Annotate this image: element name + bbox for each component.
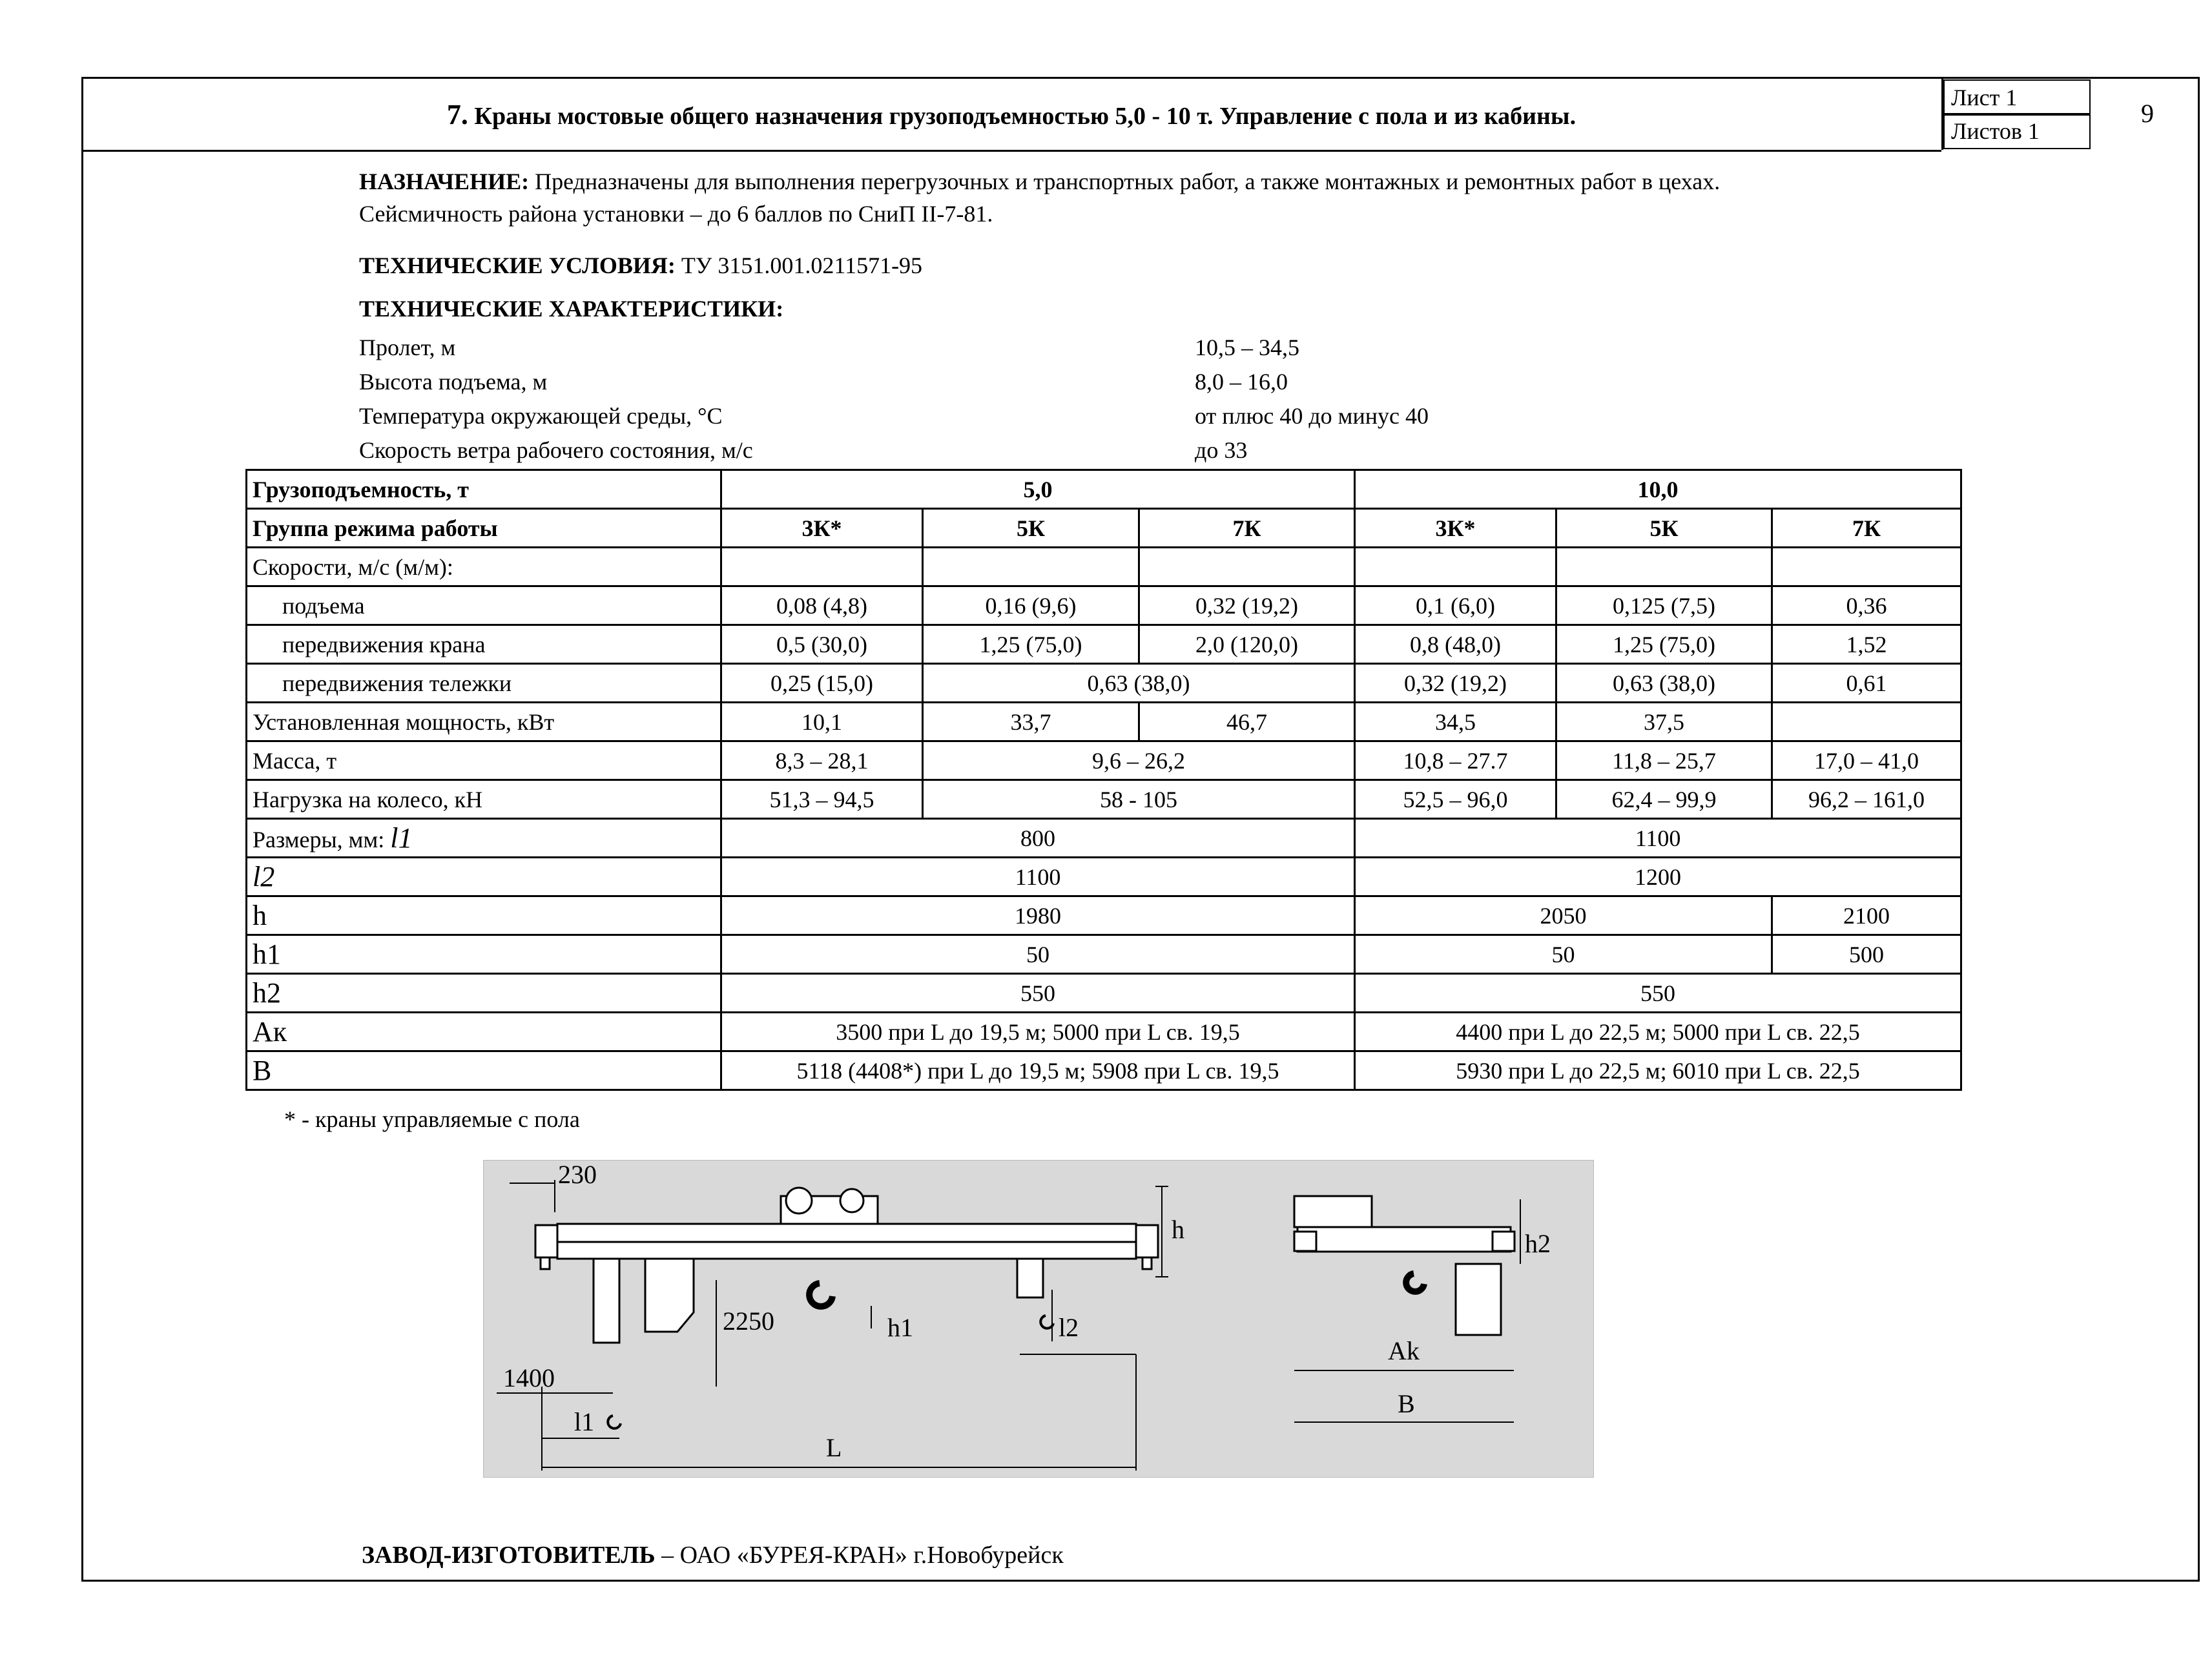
table-row xyxy=(247,625,1961,664)
dim-L: L xyxy=(826,1433,842,1462)
dims-label xyxy=(247,819,721,858)
trolley-support xyxy=(1017,1259,1043,1297)
table-cell: 7К xyxy=(1772,509,1961,548)
end-beam-right xyxy=(1136,1225,1158,1257)
table-cell: 0,125 (7,5) xyxy=(1556,586,1772,625)
table-cell: 550 xyxy=(1355,974,1961,1013)
spec-name: Температура окружающей среды, °С xyxy=(359,403,723,429)
table-cell: 17,0 – 41,0 xyxy=(1772,741,1961,780)
speeds-label: Скорости, м/с (м/м): xyxy=(247,548,721,586)
table-row xyxy=(247,664,1961,703)
table-cell: 34,5 xyxy=(1355,703,1556,741)
table-cell: 52,5 – 96,0 xyxy=(1355,780,1556,819)
dim-l1: l1 xyxy=(574,1407,595,1436)
table-cell: 0,32 (19,2) xyxy=(1139,586,1355,625)
spec-row xyxy=(359,399,1909,433)
table-row xyxy=(247,470,1961,509)
spec-name: Скорость ветра рабочего состояния, м/с xyxy=(359,437,753,463)
table-cell: 2050 xyxy=(1355,896,1772,935)
end-rail-right xyxy=(1493,1232,1514,1251)
manufacturer-text: – ОАО «БУРЕЯ-КРАН» г.Новобурейск xyxy=(655,1542,1064,1569)
table-row xyxy=(247,586,1961,625)
table-cell: 0,32 (19,2) xyxy=(1355,664,1556,703)
title-text: Краны мостовые общего назначения грузоподъемностью 5,0 - 10 т. Управление с пола и из кабины. xyxy=(474,103,1576,130)
purpose-label: НАЗНАЧЕНИЕ: xyxy=(359,169,530,194)
capacity-label: Грузоподъемность, т xyxy=(247,470,721,509)
ak-symbol: Ак xyxy=(247,1013,721,1051)
table-cell: 0,25 (15,0) xyxy=(721,664,923,703)
table-cell: 96,2 – 161,0 xyxy=(1772,780,1961,819)
table-cell: 5К xyxy=(1556,509,1772,548)
table-cell: 0,16 (9,6) xyxy=(923,586,1139,625)
table-cell: 0,8 (48,0) xyxy=(1355,625,1556,664)
table-cell: 1100 xyxy=(721,858,1355,896)
table-cell xyxy=(923,548,1139,586)
dim-Ak: Ak xyxy=(1388,1336,1420,1365)
table-row xyxy=(247,896,1961,935)
h1-symbol: h1 xyxy=(247,935,721,974)
table-cell: 51,3 – 94,5 xyxy=(721,780,923,819)
table-row xyxy=(247,858,1961,896)
table-cell: 37,5 xyxy=(1556,703,1772,741)
table-cell: 8,3 – 28,1 xyxy=(721,741,923,780)
table-cell: 2,0 (120,0) xyxy=(1139,625,1355,664)
table-cell: 10,1 xyxy=(721,703,923,741)
sheets-label: Листов 1 xyxy=(1943,113,2091,149)
purpose-line-2: Сейсмичность района установки – до 6 баллов по СниП II-7-81. xyxy=(359,201,993,227)
table-cell: 7К xyxy=(1139,509,1355,548)
crane-drawing xyxy=(483,1160,1594,1478)
table-cell: 0,1 (6,0) xyxy=(1355,586,1556,625)
table-cell: 800 xyxy=(721,819,1355,858)
spec-row xyxy=(359,433,1909,467)
table-cell: 2100 xyxy=(1772,896,1961,935)
purpose-text: Предназначены для выполнения перегрузочных и транспортных работ, а также монтажных и ремонтных работ в цехах. xyxy=(529,169,1721,194)
capacity-5: 5,0 xyxy=(721,470,1355,509)
end-hook xyxy=(1406,1274,1424,1292)
dim-230: 230 xyxy=(558,1161,597,1189)
tech-specs-label: ТЕХНИЧЕСКИЕ ХАРАКТЕРИСТИКИ: xyxy=(359,296,784,322)
page-number: 9 xyxy=(2141,99,2154,128)
footnote: * - краны управляемые с пола xyxy=(284,1106,580,1132)
tech-conditions-label: ТЕХНИЧЕСКИЕ УСЛОВИЯ: xyxy=(359,253,676,278)
table-cell: 46,7 xyxy=(1139,703,1355,741)
table-cell: 10,8 – 27.7 xyxy=(1355,741,1556,780)
table-row xyxy=(247,974,1961,1013)
h2-symbol: h2 xyxy=(247,974,721,1013)
table-cell: 3500 при L до 19,5 м; 5000 при L св. 19,5 xyxy=(721,1013,1355,1051)
tech-conditions-value: ТУ 3151.001.0211571-95 xyxy=(675,253,923,278)
table-cell: 5118 (4408*) при L до 19,5 м; 5908 при L св. 19,5 xyxy=(721,1051,1355,1090)
table-cell: 4400 при L до 22,5 м; 5000 при L св. 22,5 xyxy=(1355,1013,1961,1051)
spec-value: до 33 xyxy=(1195,437,1248,463)
operator-cab xyxy=(645,1259,694,1332)
dim-h2: h2 xyxy=(1525,1229,1551,1258)
table-cell xyxy=(721,548,923,586)
table-cell: 0,08 (4,8) xyxy=(721,586,923,625)
table-cell: 0,61 xyxy=(1772,664,1961,703)
spec-value: 10,5 – 34,5 xyxy=(1195,335,1299,360)
trolley-motor xyxy=(840,1189,863,1212)
table-cell: 500 xyxy=(1772,935,1961,974)
spec-row xyxy=(359,331,1909,364)
table-row xyxy=(247,1051,1961,1090)
table-cell xyxy=(1772,703,1961,741)
wheel-left xyxy=(541,1257,550,1269)
table-cell: 33,7 xyxy=(923,703,1139,741)
spec-value: 8,0 – 16,0 xyxy=(1195,369,1288,395)
l2-text: l2 xyxy=(253,861,275,893)
purpose-line xyxy=(359,165,1720,198)
end-trolley xyxy=(1294,1196,1372,1227)
table-cell: 3К* xyxy=(721,509,923,548)
table-row xyxy=(247,935,1961,974)
capacity-10: 10,0 xyxy=(1355,470,1961,509)
mass-label: Масса, т xyxy=(247,741,721,780)
table-row xyxy=(247,780,1961,819)
spec-name: Высота подъема, м xyxy=(359,369,548,395)
spec-value: от плюс 40 до минус 40 xyxy=(1195,403,1429,429)
table-cell: 0,36 xyxy=(1772,586,1961,625)
table-cell: 50 xyxy=(1355,935,1772,974)
wheel-right xyxy=(1142,1257,1152,1269)
mode-label: Группа режима работы xyxy=(247,509,721,548)
dim-B: B xyxy=(1398,1389,1415,1418)
power-label: Установленная мощность, кВт xyxy=(247,703,721,741)
table-cell: 0,63 (38,0) xyxy=(923,664,1355,703)
dim-h1: h1 xyxy=(887,1313,913,1342)
spec-name: Пролет, м xyxy=(359,335,456,360)
table-cell: 62,4 – 99,9 xyxy=(1556,780,1772,819)
header-divider xyxy=(81,150,1941,152)
table-row xyxy=(247,819,1961,858)
table-cell: 1980 xyxy=(721,896,1355,935)
table-cell: 0,63 (38,0) xyxy=(1556,664,1772,703)
table-cell: 1,25 (75,0) xyxy=(923,625,1139,664)
table-cell: 1100 xyxy=(1355,819,1961,858)
sheet-info xyxy=(1941,77,2200,150)
l2-symbol xyxy=(247,858,721,896)
table-row xyxy=(247,509,1961,548)
dims-text: Размеры, мм: xyxy=(253,827,385,852)
h-symbol: h xyxy=(247,896,721,935)
end-rail-left xyxy=(1294,1232,1316,1251)
table-cell: 50 xyxy=(721,935,1355,974)
crane-drawing-svg xyxy=(484,1161,1593,1477)
table-cell: 1,52 xyxy=(1772,625,1961,664)
table-cell xyxy=(1139,548,1355,586)
table-row xyxy=(247,1013,1961,1051)
table-row xyxy=(247,703,1961,741)
dim-l2: l2 xyxy=(1059,1313,1079,1342)
trolley-drum xyxy=(786,1188,812,1214)
crane-label: передвижения крана xyxy=(247,625,721,664)
ladder xyxy=(594,1259,619,1343)
table-cell: 1,25 (75,0) xyxy=(1556,625,1772,664)
table-cell: 0,5 (30,0) xyxy=(721,625,923,664)
l1-symbol: l1 xyxy=(390,822,413,854)
sheet-label: Лист 1 xyxy=(1943,79,2091,116)
tech-conditions xyxy=(359,249,922,282)
trolley-label: передвижения тележки xyxy=(247,664,721,703)
spec-row xyxy=(359,365,1909,398)
specs-table xyxy=(245,469,1962,1091)
wheel-label: Нагрузка на колесо, кН xyxy=(247,780,721,819)
dim-1400: 1400 xyxy=(503,1363,555,1392)
section-number: 7. xyxy=(446,99,468,130)
page-title xyxy=(81,98,1941,131)
table-cell: 1200 xyxy=(1355,858,1961,896)
lift-label: подъема xyxy=(247,586,721,625)
end-beam-left xyxy=(535,1225,557,1257)
end-cab xyxy=(1456,1264,1501,1335)
table-row xyxy=(247,548,1961,586)
hook-aux-left xyxy=(608,1416,621,1429)
table-row xyxy=(247,741,1961,780)
dim-2250: 2250 xyxy=(723,1307,774,1336)
table-cell: 58 - 105 xyxy=(923,780,1355,819)
table-cell: 3К* xyxy=(1355,509,1556,548)
b-symbol: B xyxy=(247,1051,721,1090)
table-cell xyxy=(1355,548,1556,586)
footer xyxy=(362,1541,1064,1569)
end-girder xyxy=(1297,1227,1511,1252)
table-cell: 5930 при L до 22,5 м; 6010 при L св. 22,5 xyxy=(1355,1051,1961,1090)
table-cell: 550 xyxy=(721,974,1355,1013)
table-cell xyxy=(1556,548,1772,586)
table-cell xyxy=(1772,548,1961,586)
table-cell: 11,8 – 25,7 xyxy=(1556,741,1772,780)
hook-main xyxy=(809,1283,832,1307)
dim-h: h xyxy=(1172,1215,1184,1244)
table-cell: 9,6 – 26,2 xyxy=(923,741,1355,780)
manufacturer-label: ЗАВОД-ИЗГОТОВИТЕЛЬ xyxy=(362,1542,656,1569)
table-cell: 5К xyxy=(923,509,1139,548)
